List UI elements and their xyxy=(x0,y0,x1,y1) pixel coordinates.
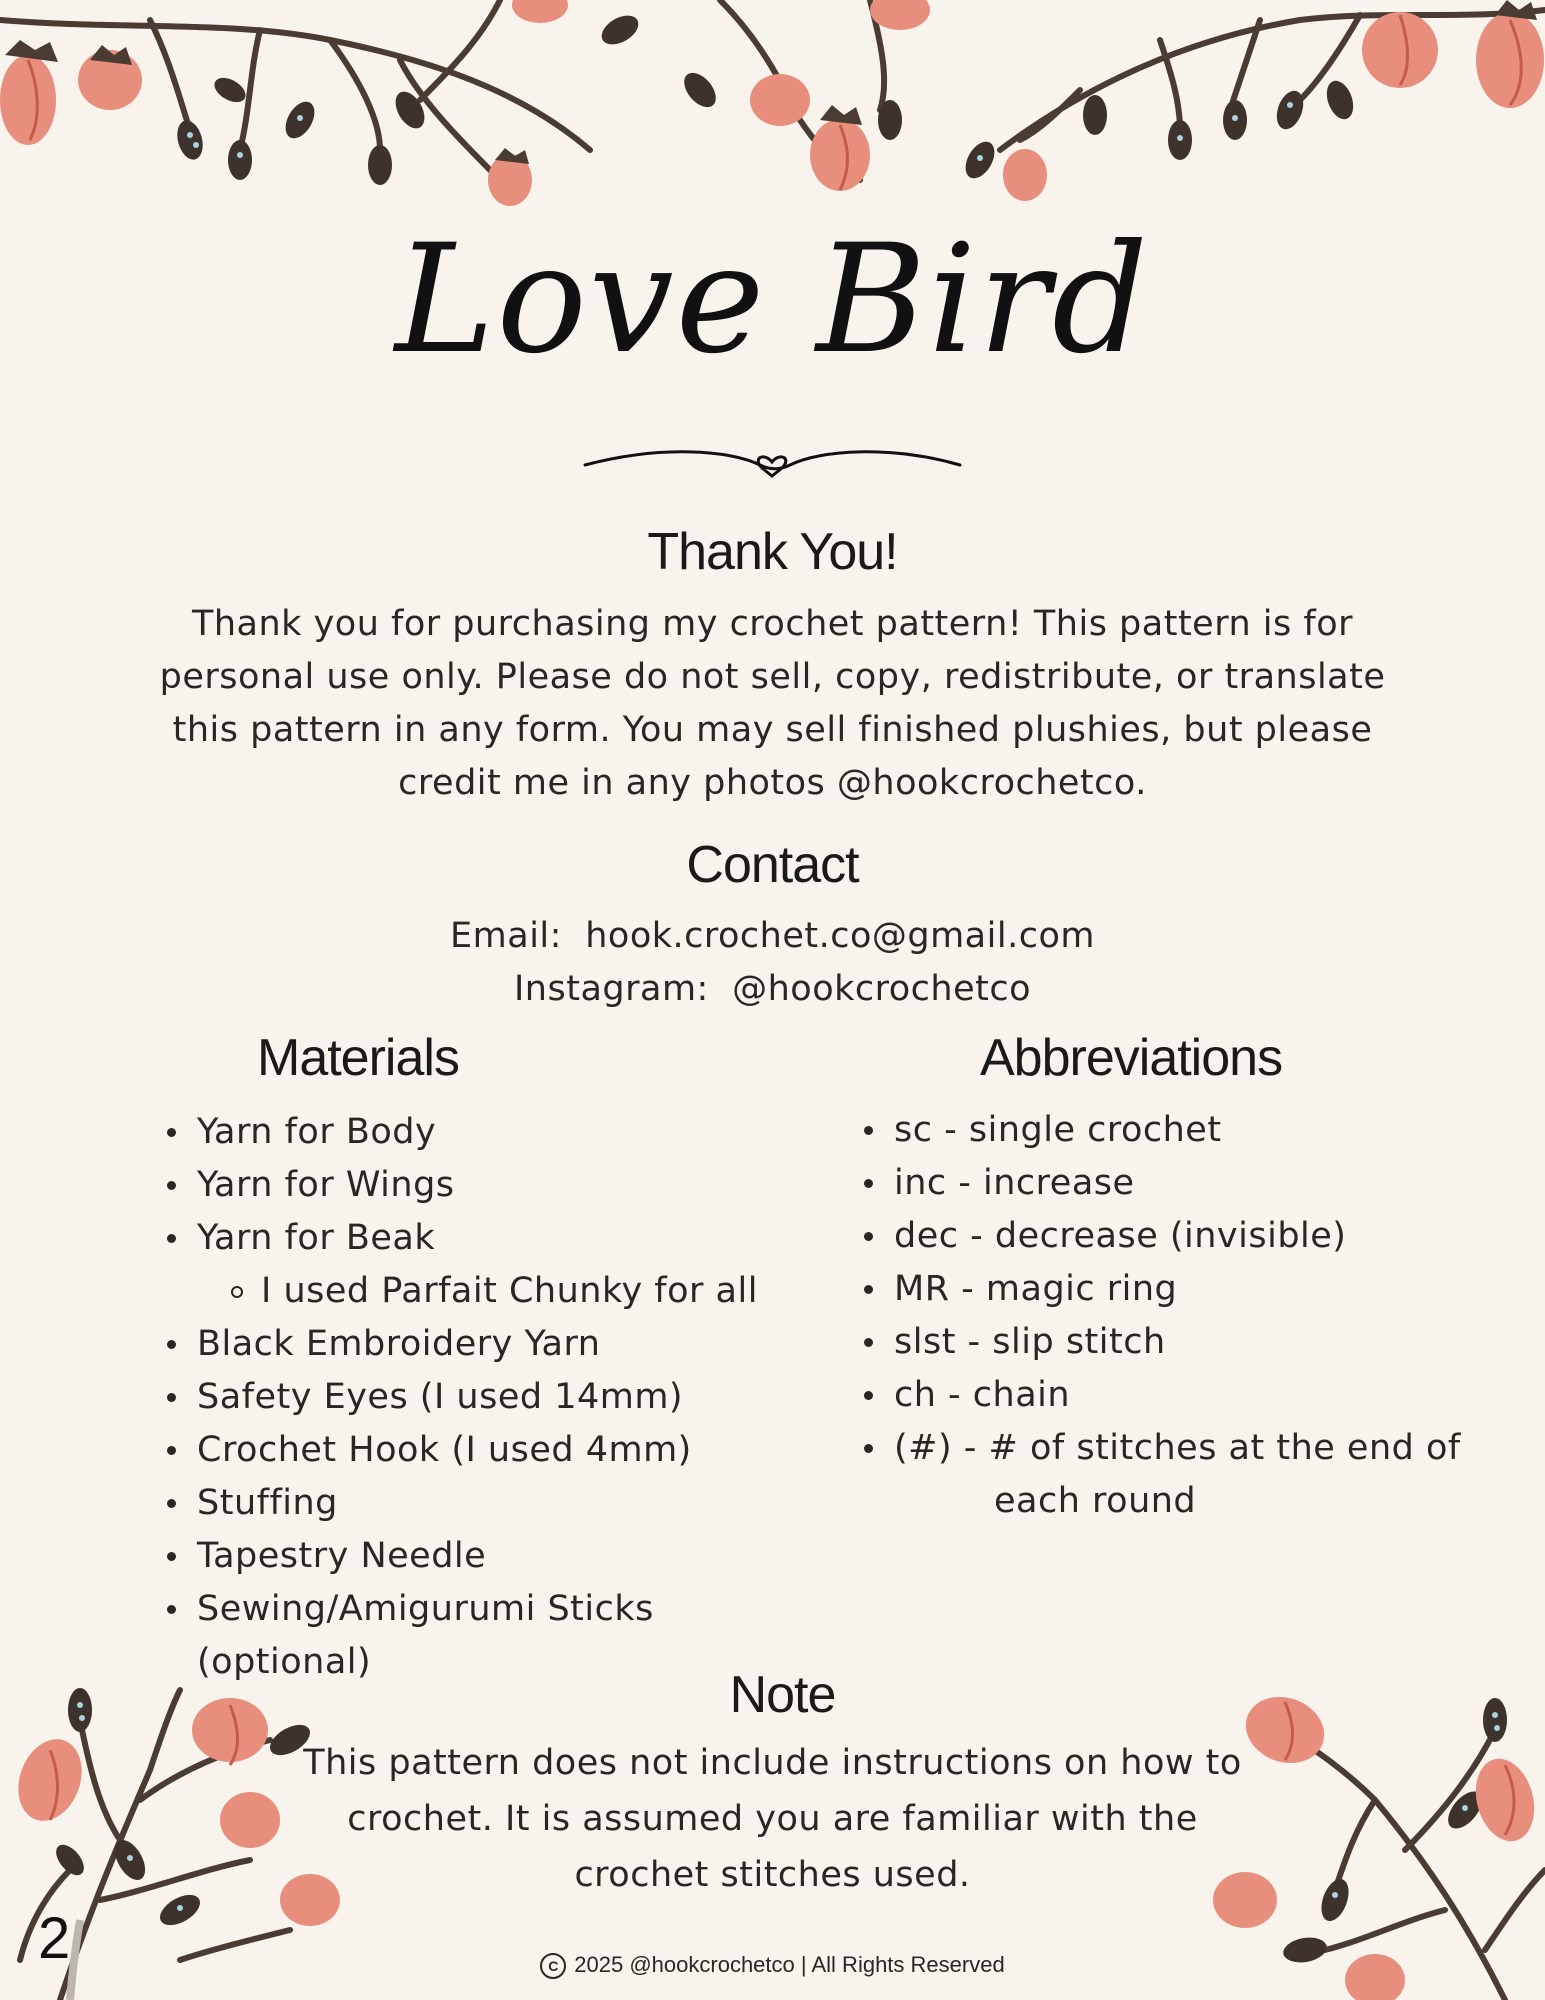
thank-you-message xyxy=(0,598,1545,810)
list-sub-item: I used Parfait Chunky for all xyxy=(197,1265,805,1318)
contact-email xyxy=(0,910,1545,963)
list-item: Sewing/Amigurumi Sticks (optional) xyxy=(197,1583,805,1689)
list-item: Crochet Hook (I used 4mm) xyxy=(197,1424,805,1477)
list-item: Yarn for Beak xyxy=(197,1212,805,1265)
list-item: ch - chain xyxy=(894,1369,1502,1422)
list-item: Yarn for Body xyxy=(197,1106,805,1159)
copyright-text: 2025 @hookcrochetco | All Rights Reserved xyxy=(574,1952,1005,1977)
note-heading: Note xyxy=(729,1666,836,1724)
note-line: crochet stitches used. xyxy=(574,1855,971,1895)
note-line: crochet. It is assumed you are familiar with the xyxy=(347,1799,1198,1839)
floral-branch-top xyxy=(0,0,1545,220)
list-item: MR - magic ring xyxy=(894,1263,1502,1316)
list-item: slst - slip stitch xyxy=(894,1316,1502,1369)
thank-you-line: credit me in any photos @hookcrochetco. xyxy=(398,763,1147,803)
thank-you-line: Thank you for purchasing my crochet pattern! This pattern is for xyxy=(191,604,1353,644)
thank-you-line: personal use only. Please do not sell, copy, redistribute, or translate xyxy=(159,657,1386,697)
contact-instagram xyxy=(0,963,1545,1016)
materials-section xyxy=(165,1028,805,1689)
materials-heading: Materials xyxy=(257,1029,459,1087)
email-label: Email: xyxy=(450,916,562,956)
abbreviations-heading: Abbreviations xyxy=(980,1029,1283,1087)
copyright-icon: C xyxy=(540,1953,566,1979)
pattern-title: Love Bird xyxy=(394,213,1151,387)
page-number: 2 xyxy=(38,1906,71,1971)
thank-you-line: this pattern in any form. You may sell finished plushies, but please xyxy=(172,710,1373,750)
list-item: Tapestry Needle xyxy=(197,1530,805,1583)
list-item: inc - increase xyxy=(894,1157,1502,1210)
list-item-continuation: each round xyxy=(994,1481,1197,1521)
instagram-link[interactable]: @hookcrochetco xyxy=(732,969,1032,1009)
thank-you-heading: Thank You! xyxy=(647,523,898,581)
heart-swash-divider-icon xyxy=(580,440,965,480)
abbreviations-section xyxy=(862,1028,1502,1528)
list-item: sc - single crochet xyxy=(894,1104,1502,1157)
email-link[interactable]: hook.crochet.co@gmail.com xyxy=(585,916,1095,956)
note-line: This pattern does not include instructions on how to xyxy=(303,1743,1242,1783)
list-item: Stuffing xyxy=(197,1477,805,1530)
contact-heading: Contact xyxy=(686,836,859,894)
list-item: dec - decrease (invisible) xyxy=(894,1210,1502,1263)
instagram-label: Instagram: xyxy=(513,969,709,1009)
copyright-footer xyxy=(0,1952,1545,1979)
list-item: (#) - # of stitches at the end of xyxy=(894,1422,1502,1475)
materials-list xyxy=(165,1106,805,1689)
list-item: Safety Eyes (I used 14mm) xyxy=(197,1371,805,1424)
list-item: Yarn for Wings xyxy=(197,1159,805,1212)
list-item: Black Embroidery Yarn xyxy=(197,1318,805,1371)
abbreviations-list xyxy=(862,1104,1502,1528)
